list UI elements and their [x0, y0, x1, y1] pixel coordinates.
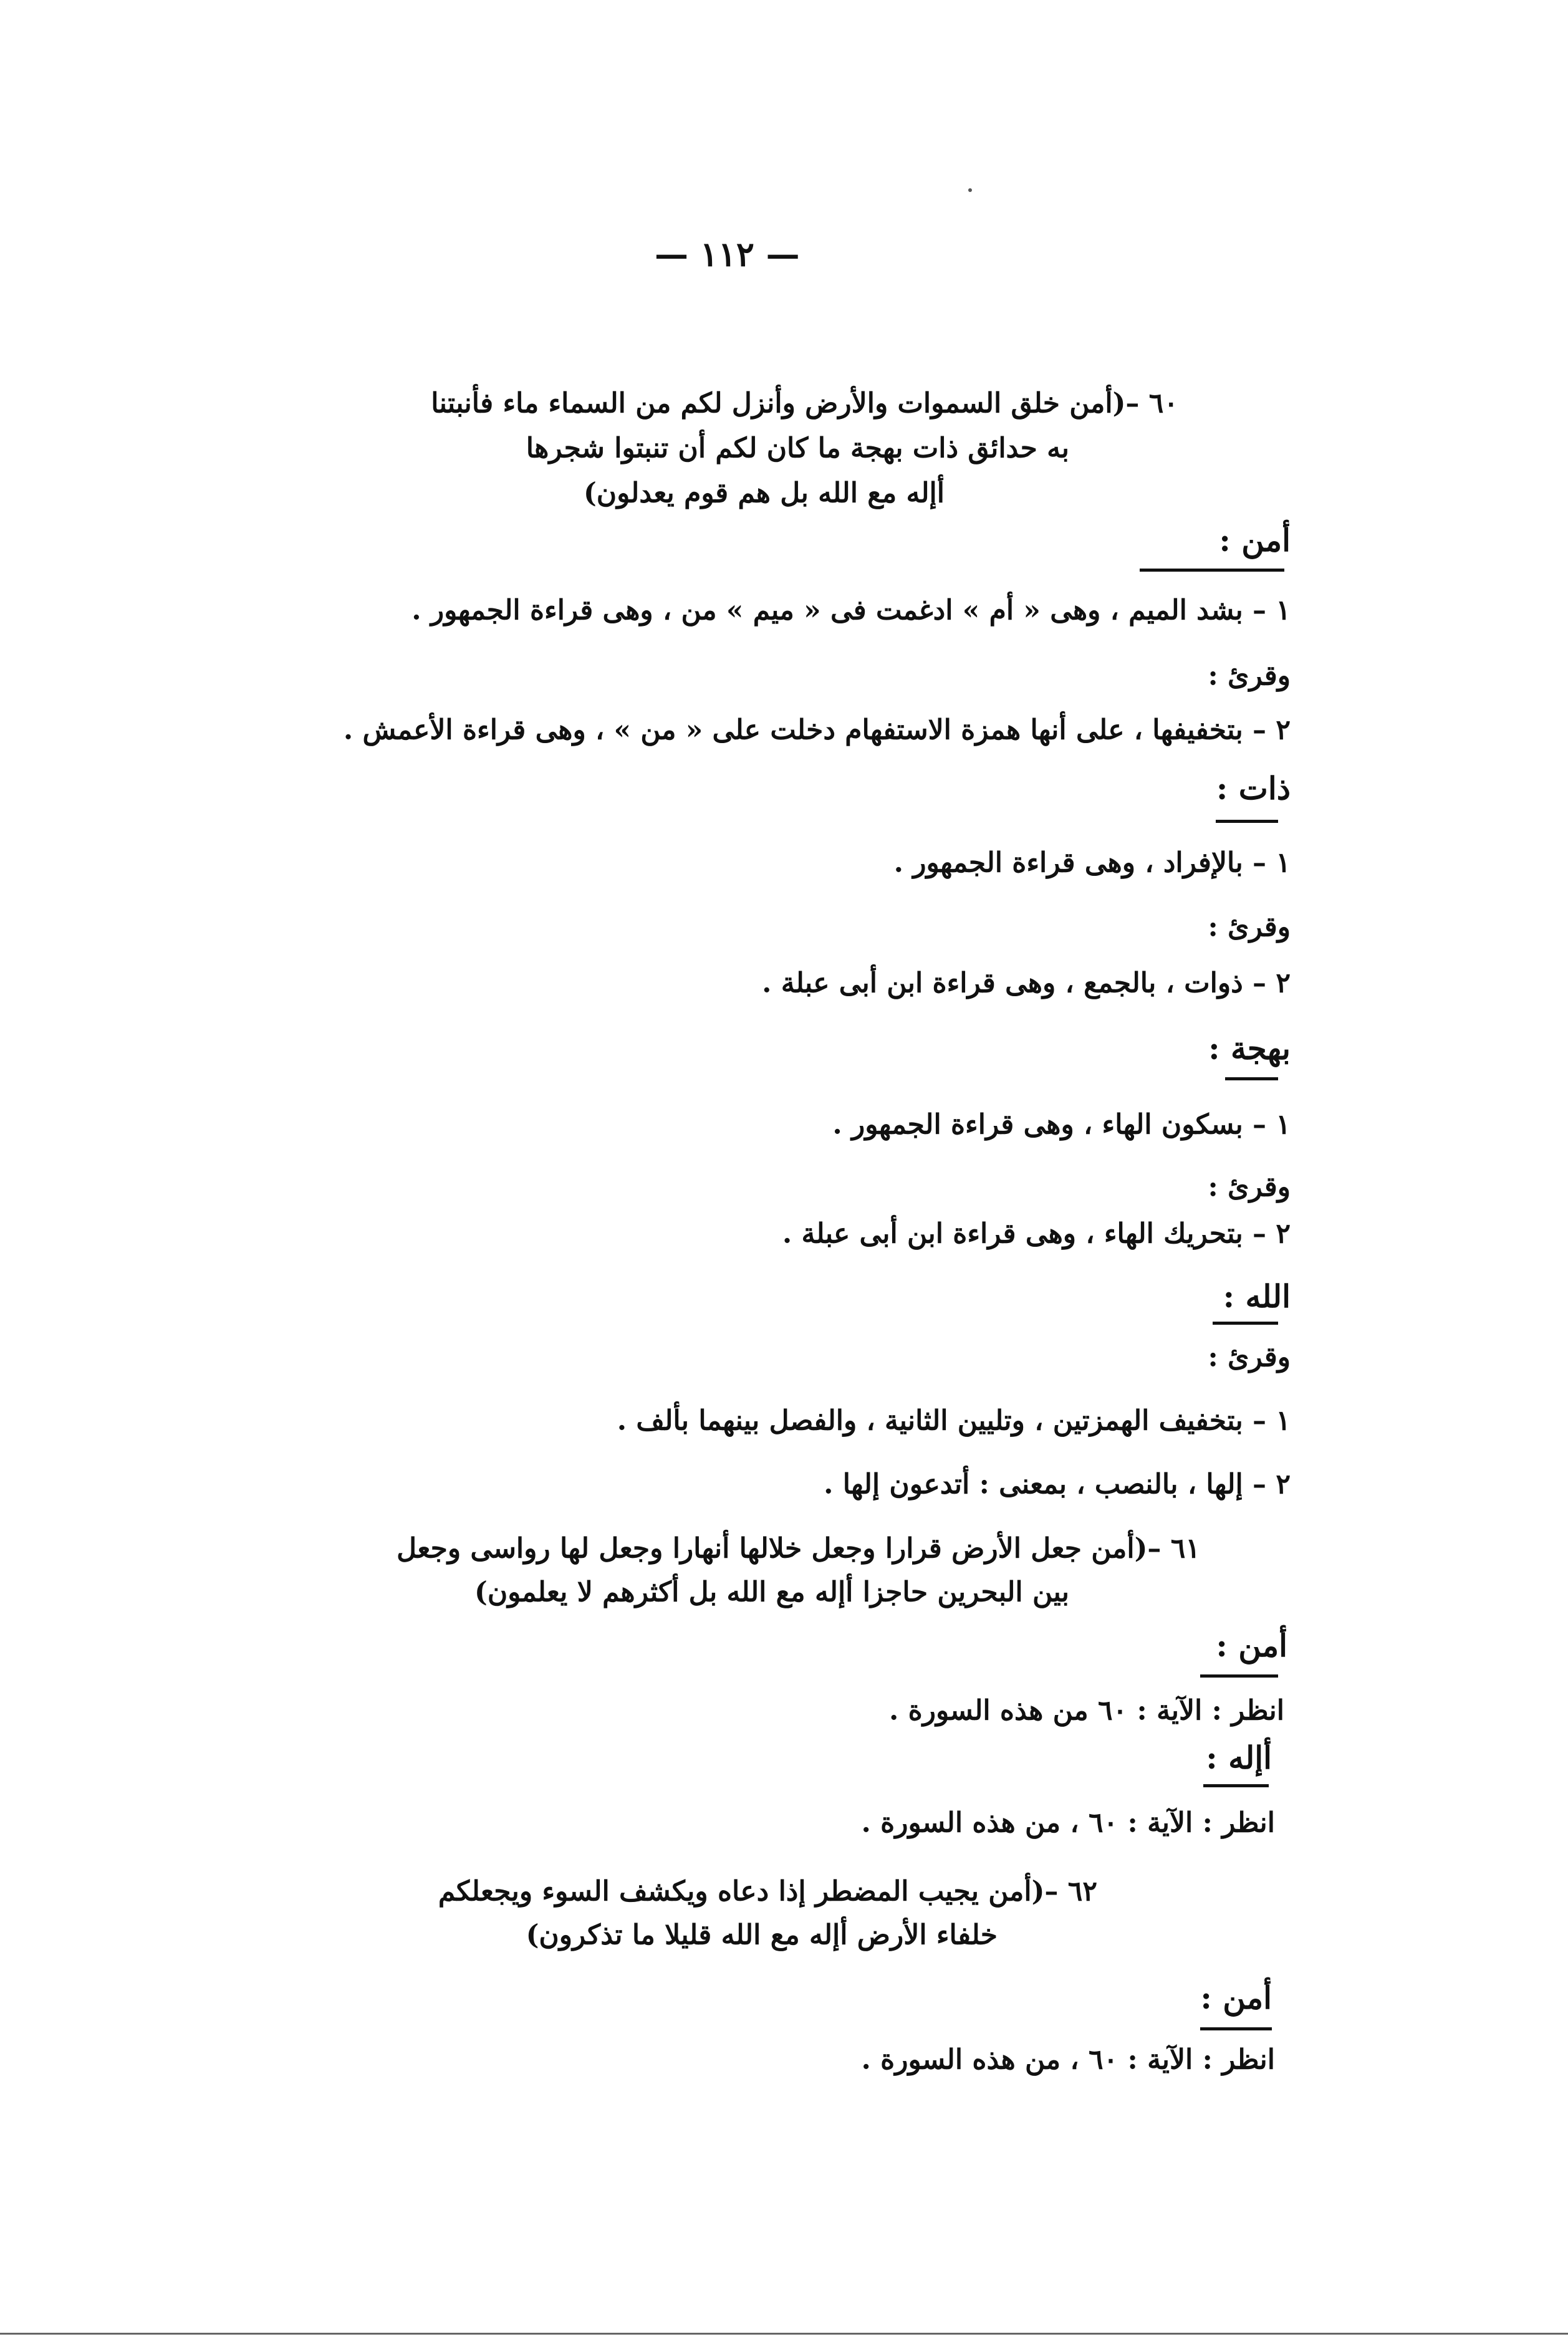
heading-underline [1216, 820, 1278, 823]
allah-reading-2: ٢ – إلها ، بالنصب ، بمعنى : أتدعون إلها . [824, 1468, 1291, 1501]
heading-underline [1225, 1077, 1278, 1080]
verse-60-line-3: أإله مع الله بل هم قوم يعدلون) [583, 477, 945, 509]
verse-61-line-1: ٦١ –(أمن جعل الأرض قرارا وجعل خلالها أنهارا وجعل لها رواسى وجعل [397, 1532, 1200, 1565]
heading-underline [1213, 1322, 1278, 1325]
wa-qurie-label-3: وقرئ : [1208, 1171, 1291, 1203]
wa-qurie-label-2: وقرئ : [1208, 911, 1291, 943]
verse-60-line-1: ٦٠ –(أمن خلق السموات والأرض وأنزل لكم من السماء ماء فأنبتنا [431, 387, 1178, 420]
heading-underline [1200, 2027, 1272, 2030]
heading-amman-1: أمن : [1219, 522, 1291, 559]
heading-bahja: بهجة : [1208, 1030, 1291, 1067]
bahja-reading-2: ٢ – بتحريك الهاء ، وهى قراءة ابن أبى عبلة . [782, 1218, 1291, 1250]
wa-qurie-label-4: وقرئ : [1208, 1341, 1291, 1373]
heading-allah: الله : [1223, 1278, 1291, 1315]
heading-underline [1203, 1784, 1269, 1787]
amman3-reference: انظر : الآية : ٦٠ ، من هذه السورة . [861, 2044, 1275, 2076]
bottom-edge-line [0, 2333, 1568, 2335]
wa-qurie-label-1: وقرئ : [1208, 660, 1291, 692]
dhat-reading-1: ١ – بالإفراد ، وهى قراءة الجمهور . [893, 847, 1291, 879]
amman-reading-2: ٢ – بتخفيفها ، على أنها همزة الاستفهام دخلت على « من » ، وهى قراءة الأعمش . [343, 714, 1291, 746]
heading-dhat: ذات : [1216, 770, 1291, 807]
verse-61-line-2: بين البحرين حاجزا أإله مع الله بل أكثرهم لا يعلمون) [474, 1576, 1069, 1608]
heading-ilah: أإله : [1206, 1739, 1272, 1776]
verse-62-line-1: ٦٢ –(أمن يجيب المضطر إذا دعاه ويكشف السوء ويجعلكم [438, 1875, 1097, 1908]
verse-62-line-2: خلفاء الأرض أإله مع الله قليلا ما تذكرون) [526, 1919, 998, 1951]
heading-underline [1200, 1674, 1278, 1678]
ilah-reference: انظر : الآية : ٦٠ ، من هذه السورة . [861, 1807, 1275, 1839]
heading-amman-2: أمن : [1216, 1627, 1287, 1664]
heading-amman-3: أمن : [1200, 1979, 1272, 2016]
allah-reading-1: ١ – بتخفيف الهمزتين ، وتليين الثانية ، والفصل بينهما بألف . [617, 1405, 1291, 1437]
amman-reading-1: ١ – بشد الميم ، وهى « أم » ادغمت فى « ميم » من ، وهى قراءة الجمهور . [411, 594, 1291, 627]
heading-underline [1140, 569, 1284, 572]
bahja-reading-1: ١ – بسكون الهاء ، وهى قراءة الجمهور . [832, 1108, 1291, 1141]
page-number: — ١١٢ — [655, 234, 800, 274]
amman2-reference: انظر : الآية : ٦٠ من هذه السورة . [889, 1694, 1284, 1727]
speck-mark [968, 188, 972, 192]
verse-60-line-2: به حدائق ذات بهجة ما كان لكم أن تنبتوا شجرها [526, 432, 1069, 464]
dhat-reading-2: ٢ – ذوات ، بالجمع ، وهى قراءة ابن أبى عبلة . [762, 967, 1291, 999]
